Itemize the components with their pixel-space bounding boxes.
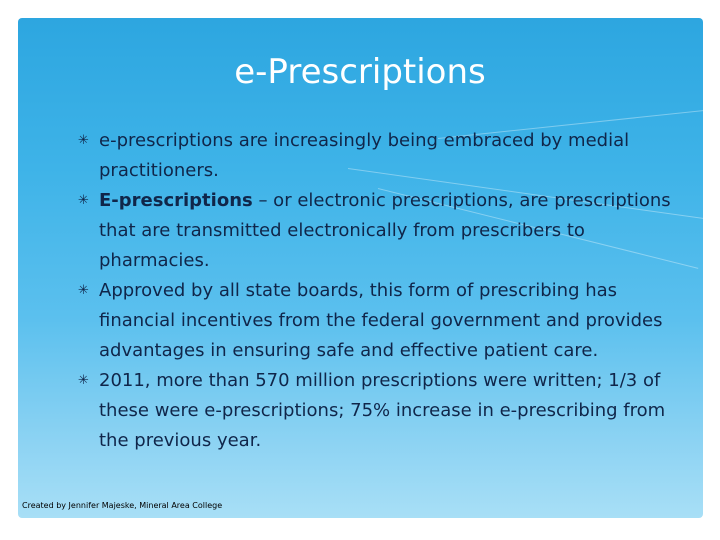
bullet-item: [78, 276, 678, 366]
bullet-item: [78, 366, 678, 456]
bullet-text: 2011, more than 570 million prescriptions were written; 1/3 of these were e-prescriptions; 75% increase in e-prescribing from the previous year.: [99, 370, 666, 451]
slide-title: e-Prescriptions: [234, 52, 486, 92]
bullet-list: [78, 126, 678, 456]
asterisk-icon: ✳: [78, 283, 89, 298]
bullet-text: e-prescriptions are increasingly being embraced by medial practitioners.: [99, 130, 630, 181]
footer-credit: Created by Jennifer Majeske, Mineral Area College: [22, 501, 223, 510]
bullet-text: – or electronic prescriptions, are prescriptions that are transmitted electronically from prescribers to pharmacies.: [99, 190, 671, 271]
asterisk-icon: ✳: [78, 133, 89, 148]
asterisk-icon: ✳: [78, 193, 89, 208]
bullet-text: Approved by all state boards, this form of prescribing has financial incentives from the federal government and provides advantages in ensuring safe and effective patient care.: [99, 280, 663, 361]
asterisk-icon: ✳: [78, 373, 89, 388]
bullet-item: [78, 186, 678, 276]
bullet-bold-term: E-prescriptions: [99, 190, 253, 211]
bullet-item: [78, 126, 678, 186]
